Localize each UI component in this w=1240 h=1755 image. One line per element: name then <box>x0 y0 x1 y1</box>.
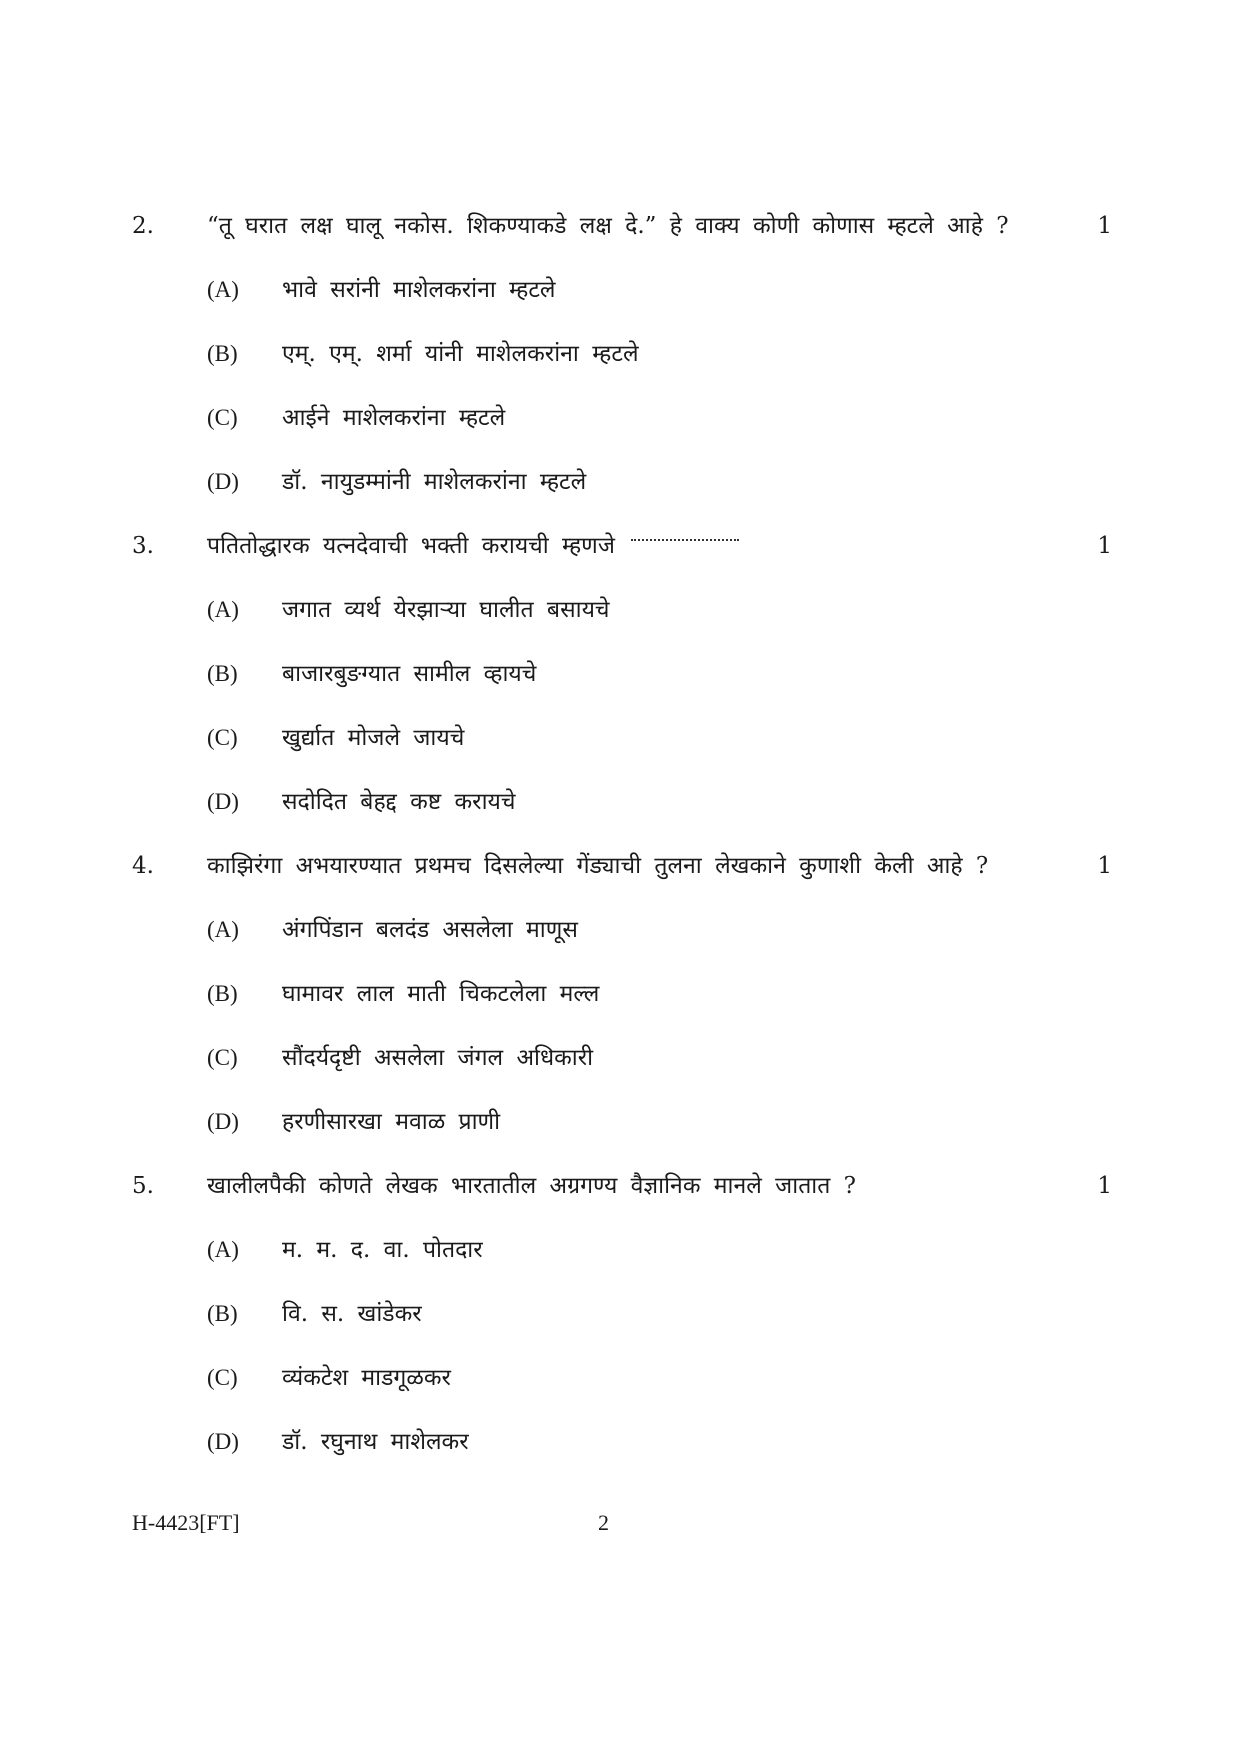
option-text: डॉ. नायुडम्मांनी माशेलकरांना म्हटले <box>282 469 587 495</box>
question-3 <box>132 526 1112 566</box>
option-item <box>207 1422 1007 1462</box>
option-item <box>207 910 1007 950</box>
option-text: भावे सरांनी माशेलकरांना म्हटले <box>282 277 556 303</box>
option-text: अंगपिंडान बलदंड असलेला माणूस <box>282 917 578 943</box>
question-text: खालीलपैकी कोणते लेखक भारतातील अग्रगण्य वैज्ञानिक मानले जातात ? <box>207 1173 857 1199</box>
option-item <box>207 334 1007 374</box>
option-label: (B) <box>207 661 238 686</box>
paper-code: H-4423[FT] <box>132 1510 240 1535</box>
option-text: घामावर लाल माती चिकटलेला मल्ल <box>282 981 600 1007</box>
option-item <box>207 462 1007 502</box>
option-text: सदोदित बेहद्द कष्ट करायचे <box>282 789 516 815</box>
option-label: (C) <box>207 405 238 430</box>
option-label: (D) <box>207 1109 239 1134</box>
option-text: सौंदर्यदृष्टी असलेला जंगल अधिकारी <box>282 1045 594 1071</box>
option-text: जगात व्यर्थ येरझाऱ्या घालीत बसायचे <box>282 597 610 623</box>
option-item <box>207 590 1007 630</box>
question-4 <box>132 846 1112 886</box>
page-number: 2 <box>598 1510 609 1535</box>
option-item <box>207 1230 1007 1270</box>
option-label: (A) <box>207 277 239 302</box>
option-item <box>207 974 1007 1014</box>
question-marks: 1 <box>1097 853 1112 879</box>
option-item <box>207 398 1007 438</box>
question-5 <box>132 1166 1112 1206</box>
option-text: बाजारबुङग्यात सामील व्हायचे <box>282 661 537 687</box>
question-text: काझिरंगा अभयारण्यात प्रथमच दिसलेल्या गेंड्याची तुलना लेखकाने कुणाशी केली आहे ? <box>207 853 989 879</box>
option-label: (C) <box>207 1045 238 1070</box>
option-text: खुर्द्यात मोजले जायचे <box>282 725 465 751</box>
question-marks: 1 <box>1097 213 1112 239</box>
option-label: (B) <box>207 1301 238 1326</box>
question-number: 2. <box>132 213 154 239</box>
question-number: 3. <box>132 533 154 559</box>
option-text: हरणीसारखा मवाळ प्राणी <box>282 1109 501 1135</box>
option-text: डॉ. रघुनाथ माशेलकर <box>282 1429 469 1455</box>
option-label: (C) <box>207 725 238 750</box>
option-item <box>207 1102 1007 1142</box>
option-label: (C) <box>207 1365 238 1390</box>
option-label: (D) <box>207 469 239 494</box>
option-label: (B) <box>207 341 238 366</box>
question-number: 5. <box>132 1173 154 1199</box>
question-number: 4. <box>132 853 154 879</box>
option-item <box>207 718 1007 758</box>
question-2 <box>132 206 1112 246</box>
option-item <box>207 270 1007 310</box>
option-item <box>207 1358 1007 1398</box>
option-label: (A) <box>207 1237 239 1262</box>
option-label: (B) <box>207 981 238 1006</box>
option-text: एम्. एम्. शर्मा यांनी माशेलकरांना म्हटले <box>282 341 639 367</box>
option-item <box>207 782 1007 822</box>
option-item <box>207 1294 1007 1334</box>
option-label: (A) <box>207 917 239 942</box>
option-text: वि. स. खांडेकर <box>282 1301 422 1327</box>
option-label: (D) <box>207 1429 239 1454</box>
option-text: व्यंकटेश माडगूळकर <box>282 1365 451 1391</box>
option-item <box>207 1038 1007 1078</box>
question-marks: 1 <box>1097 1173 1112 1199</box>
question-text: पतितोद्धारक यत्नदेवाची भक्ती करायची म्हणजे <box>207 533 615 559</box>
option-text: म. म. द. वा. पोतदार <box>282 1237 483 1263</box>
blank-dots <box>631 539 739 541</box>
question-text-wrapper <box>207 526 739 566</box>
option-item <box>207 654 1007 694</box>
question-marks: 1 <box>1097 533 1112 559</box>
question-text: “तू घरात लक्ष घालू नकोस. शिकण्याकडे लक्ष दे.” हे वाक्य कोणी कोणास म्हटले आहे ? <box>207 213 1009 239</box>
option-label: (D) <box>207 789 239 814</box>
option-label: (A) <box>207 597 239 622</box>
option-text: आईने माशेलकरांना म्हटले <box>282 405 506 431</box>
